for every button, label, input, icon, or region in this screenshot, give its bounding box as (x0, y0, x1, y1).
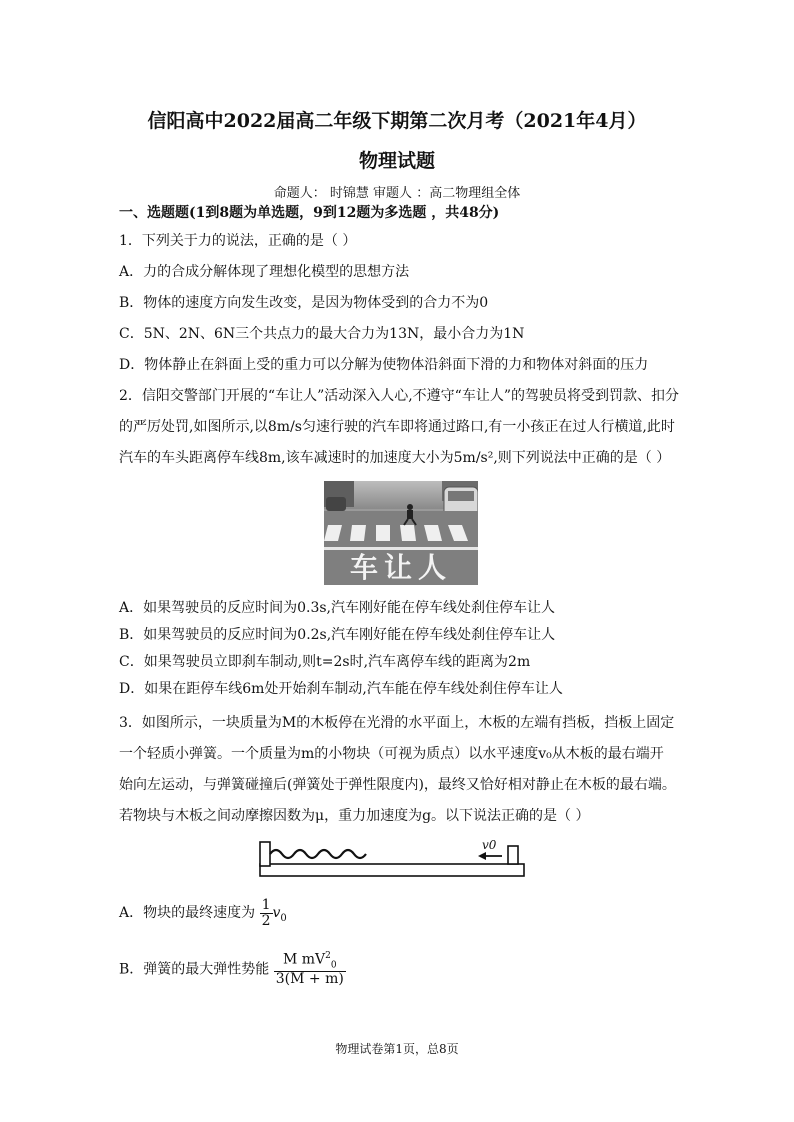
q3-option-b (119, 952, 346, 987)
q3-stem-line-2: 一个轻质小弹簧。一个质量为m的小物块（可视为质点）以水平速度v₀从木板的最右端开 (119, 746, 664, 762)
exam-subject: 物理试题 (358, 150, 435, 172)
q3-stem-line-3: 始向左运动，与弹簧碰撞后(弹簧处于弹性限度内)，最终又恰好相对静止在木板的最右端。 (119, 777, 676, 793)
page-footer: 物理试卷第1页，总8页 (335, 1042, 459, 1056)
crosswalk-photo (324, 481, 478, 585)
q2-option-a: A．如果驾驶员的反应时间为0.3s,汽车刚好能在停车线处刹住停车让人 (119, 600, 556, 616)
q3-option-b-text: B．弹簧的最大弹性势能 (119, 961, 270, 978)
fraction-one-half: $\frac{1}{2}$ (261, 897, 271, 929)
q1-option-d: D．物体静止在斜面上受的重力可以分解为使物体沿斜面下滑的力和物体对斜面的压力 (119, 357, 649, 373)
exam-authors: 命题人： 时锦慧 审题人 ：高二物理组全体 (273, 186, 521, 201)
section-heading: 一、选题题(1到8题为单选题，9到12题为多选题 ，共48分) (119, 205, 500, 221)
velocity-symbol: v (272, 905, 281, 922)
q2-option-d: D．如果在距停车线6m处开始刹车制动,汽车能在停车线处刹住停车让人 (119, 681, 563, 697)
q2-option-c: C．如果驾驶员立即刹车制动,则t=2s时,汽车离停车线的距离为2m (119, 654, 531, 670)
board-spring-diagram (256, 836, 528, 882)
q1-stem: 1．下列关于力的说法，正确的是（ ） (119, 233, 357, 249)
q3-stem-line-1: 3．如图所示，一块质量为M的木板停在光滑的水平面上，木板的左端有挡板，挡板上固定 (119, 715, 675, 731)
q3-option-a-text: A．物块的最终速度为 (119, 905, 256, 922)
q1-option-b: B．物体的速度方向发生改变，是因为物体受到的合力不为0 (119, 295, 489, 311)
q1-option-a: A．力的合成分解体现了理想化模型的思想方法 (119, 264, 410, 280)
q3-stem-line-4: 若物块与木板之间动摩擦因数为μ，重力加速度为g。以下说法正确的是（ ） (119, 808, 590, 824)
q2-stem-line-3: 汽车的车头距离停车线8m,该车减速时的加速度大小为5m/s²,则下列说法中正确的是（ ） (119, 450, 671, 466)
exam-title: 信阳高中2022届高二年级下期第二次月考（2021年4月） (147, 110, 647, 132)
photo-road-text: 车让人 (349, 551, 453, 584)
q2-stem-line-1: 2．信阳交警部门开展的“车让人”活动深入人心,不遵守“车让人”的驾驶员将受到罚款、扣分 (119, 388, 679, 404)
velocity-label: v0 (482, 838, 497, 852)
q3-option-a: A．物块的最终速度为 $\frac{1}{2}$ $v_0$ (119, 897, 287, 929)
max-elastic-energy-fraction: $\frac{M mV^2_0}{3(M + m)}$ (275, 951, 344, 987)
q1-option-c: C．5N、2N、6N三个共点力的最大合力为13N，最小合力为1N (119, 326, 525, 342)
q2-stem-line-2: 的严厉处罚,如图所示,以8m/s匀速行驶的汽车即将通过路口,有一小孩正在过人行横道,此时 (119, 419, 675, 435)
q2-option-b: B．如果驾驶员的反应时间为0.2s,汽车刚好能在停车线处刹住停车让人 (119, 627, 556, 643)
